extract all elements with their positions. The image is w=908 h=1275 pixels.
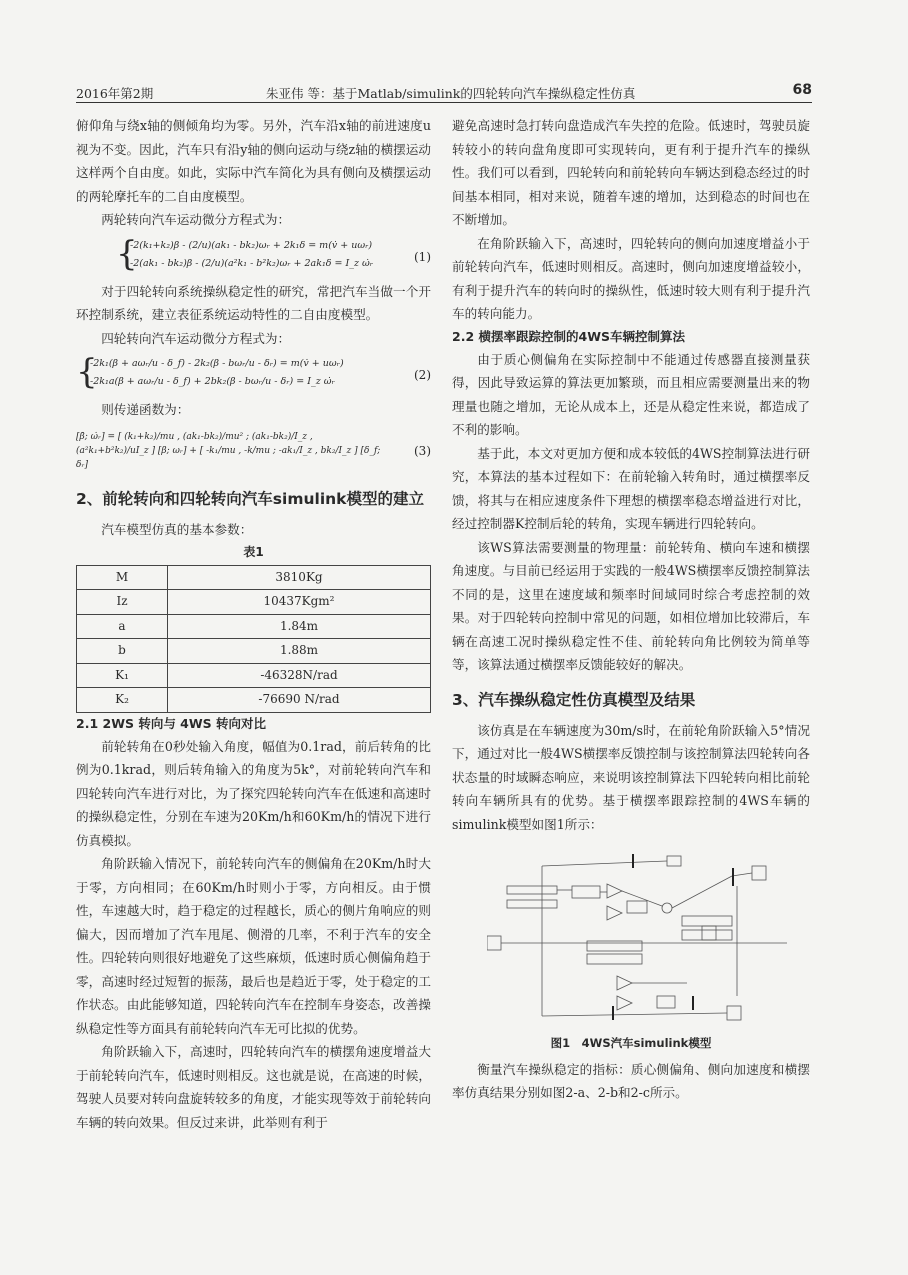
table-row [77,614,431,639]
paragraph: 两轮转向汽车运动微分方程式为： [101,212,291,227]
paragraph: 该WS算法需要测量的物理量：前轮转角、横向车速和横摆角速度。与目前已经运用于实践的一般4WS横摆率反馈控制算法不同的是，这里在速度域和频率时间域同时综合考虑控制的效果。对于四轮转向控制中常见的问题，如相位增加比较滞后，车辆在高速工况时操纵稳定性不佳、前轮转向角比例较为简单等等，该算法通过横摆率反馈能较好的解决。 [452,539,810,672]
equation-number: (1) [414,249,431,264]
equation-number: (3) [414,443,431,458]
running-header [76,82,812,103]
paragraph: 衡量汽车操纵稳定的指标：质心侧偏角、侧向加速度和横摆率仿真结果分别如图2-a、2-b和2-c所示。 [452,1061,810,1100]
journal-issue: 2016年第2期 [76,86,154,101]
parameter-table [76,565,431,713]
param-name: Iz [77,590,168,615]
param-name: M [77,565,168,590]
subsection-heading: 2.2 横摆率跟踪控制的4WS车辆控制算法 [452,328,685,344]
table-row [77,663,431,688]
subsection-heading: 2.1 2WS 转向与 4WS 转向对比 [76,715,267,731]
running-title: 朱亚伟 等：基于Matlab/simulink的四轮转向汽车操纵稳定性仿真 [266,86,636,101]
table-caption: 表1 [243,545,264,559]
equation-1: { -2(k₁+k₂)β - (2/u)(ak₁ - bk₂)ωᵣ + 2k₁δ = m(v̇ + uωᵣ) -2(ak₁ - bk₂)β - (2/u)(a²k₁ - b²k₂)ωᵣ + 2ak₁δ = I_z ω̇ᵣ (1) [116,233,431,274]
paragraph: 角阶跃输入下，高速时，四轮转向汽车的横摆角速度增益大于前轮转向汽车，低速时则相反。这也就是说，在高速的时候，驾驶人员要对转向盘旋转较多的角度，才能实现等效于前轮转向车辆的转向效果。但反过来讲，此举则有利于 [76,1044,431,1130]
paragraph: 汽车模型仿真的基本参数： [101,521,253,537]
equation-line: -2k₁(β + aωᵣ/u - δ_f) - 2k₂(β - bωᵣ/u - δᵣ) = m(v̇ + uωᵣ) [90,358,344,369]
step-block [487,936,501,950]
section-heading: 3、汽车操纵稳定性仿真模型及结果 [452,690,696,709]
paragraph: 由于质心侧偏角在实际控制中不能通过传感器直接测量获得，因此导致运算的算法更加繁琐，而且相应需要测量出来的物理量也随之增加，无论从成本上，还是从稳定性来说，都造成了不利的影响。 [452,351,810,437]
paragraph: 四轮转向汽车运动微分方程式为： [101,330,291,346]
paragraph: 基于此，本文对更加方便和成本较低的4WS控制算法进行研究，本算法的基本过程如下：在前轮输入转角时，通过横摆率反馈，将其与在相应速度条件下理想的横摆率稳态增益进行对比，经过控制器K控制后轮的转角，实现车辆进行四轮转向。 [452,445,810,531]
table-row [77,590,431,615]
paragraph: 俯仰角与绕x轴的侧倾角均为零。另外，汽车沿x轴的前进速度u视为不变。因此，汽车只有沿y轴的侧向运动与绕z轴的横摆运动这样两个自由度。如此，实际中汽车简化为具有侧向及横摆运动的两轮摩托车的二自由度模型。 [76,118,431,204]
param-name: a [77,614,168,639]
right-column [452,114,810,1105]
param-value: 1.88m [168,639,431,664]
paragraph: 避免高速时急打转向盘造成汽车失控的危险。低速时，驾驶员旋转较小的转向盘角度即可实现转向，更有利于提升汽车的操纵性。我们可以看到，四轮转向和前轮转向车辆达到稳态经过的时间基本相同，相对来说，随着车速的增加，达到稳态的时间也在不断增加。 [452,118,810,227]
equation-2: { -2k₁(β + aωᵣ/u - δ_f) - 2k₂(β - bωᵣ/u - δᵣ) = m(v̇ + uωᵣ) -2k₁a(β + aωᵣ/u - δ_f) + 2bk₂(β - bωᵣ/u - δᵣ) = I_z ω̇ᵣ (2) [76,352,431,392]
table-row [77,565,431,590]
equation-line: [β̇; ω̇ᵣ] = [ (k₁+k₂)/mu , (ak₁-bk₂)/mu² ; (ak₁-bk₂)/I_z , (a²k₁+b²k₂)/uI_z ] [β; ωᵣ] + [ -k₁/mu , -k/mu ; -ak₁/I_z , bk₂/I_z ] [δ_f; δᵣ] [76,431,381,470]
equation-line: -2k₁a(β + aωᵣ/u - δ_f) + 2bk₂(β - bωᵣ/u - δᵣ) = I_z ω̇ᵣ [90,376,335,387]
param-value: -46328N/rad [168,663,431,688]
paragraph: 则传递函数为： [101,402,190,417]
simulink-diagram [487,846,787,1026]
paragraph: 该仿真是在车辆速度为30m/s时，在前轮角阶跃输入5°情况下，通过对比一般4WS横摆率反馈控制与该控制算法四轮转向各状态量的时域瞬态响应，来说明该控制算法下四轮转向相比前轮转向车辆所具有的优势。基于横摆率跟踪控制的4WS车辆的simulink模型如图1所示： [452,722,810,832]
table-row [77,688,431,713]
page-number: 68 [792,82,812,98]
equation-3 [76,424,431,476]
param-name: K₂ [77,688,168,713]
figure-caption: 图1 4WS汽车simulink模型 [550,1036,712,1050]
paragraph: 前轮转角在0秒处输入角度，幅值为0.1rad，前后转角的比例为0.1krad，则后转角输入的角度为5k°，对前轮转向汽车和四轮转向汽车进行对比，为了探究四轮转向汽车在低速和高速时的操纵稳定性，分别在车速为20Km/h和60Km/h的情况下进行仿真模拟。 [76,738,431,848]
param-value: 1.84m [168,614,431,639]
param-name: K₁ [77,663,168,688]
equation-line: -2(k₁+k₂)β - (2/u)(ak₁ - bk₂)ωᵣ + 2k₁δ = m(v̇ + uωᵣ) [130,239,373,251]
equation-number: (2) [414,368,431,382]
paragraph: 角阶跃输入情况下，前轮转向汽车的侧偏角在20Km/h时大于零，方向相同；在60Km/h时则小于零，方向相反。由于惯性，车速越大时，趋于稳定的过程越长，质心的侧片角响应的则偏大，因而增加了汽车甩尾、侧滑的几率，不利于汽车的安全性。四轮转向则很好地避免了这些麻烦，低速时质心侧偏角趋于零，高速时经过短暂的振荡，最后也是趋近于零，处于稳定的工作状态。由此能够知道，四轮转向汽车在控制车身姿态，改善操纵稳定性等方面具有前轮转向汽车无可比拟的优势。 [76,856,431,1036]
simulink-figure [452,846,810,1028]
table-row [77,639,431,664]
param-name: b [77,639,168,664]
param-value: 3810Kg [168,565,431,590]
paragraph: 对于四轮转向系统操纵稳定性的研究，常把汽车当做一个开环控制系统，建立表征系统运动特性的二自由度模型。 [76,283,431,322]
param-value: -76690 N/rad [168,688,431,713]
paragraph: 在角阶跃输入下，高速时，四轮转向的侧向加速度增益小于前轮转向汽车，低速时则相反。高速时，侧向加速度增益较小，有利于提升汽车的转向时的操纵性，低速时较大则有利于提升汽车的转向能力。 [452,235,810,321]
left-column [76,114,431,1134]
equation-line: -2(ak₁ - bk₂)β - (2/u)(a²k₁ - b²k₂)ωᵣ + 2ak₁δ = I_z ω̇ᵣ [130,257,374,269]
param-value: 10437Kgm² [168,590,431,615]
section-heading: 2、前轮转向和四轮转向汽车simulink模型的建立 [76,489,424,508]
